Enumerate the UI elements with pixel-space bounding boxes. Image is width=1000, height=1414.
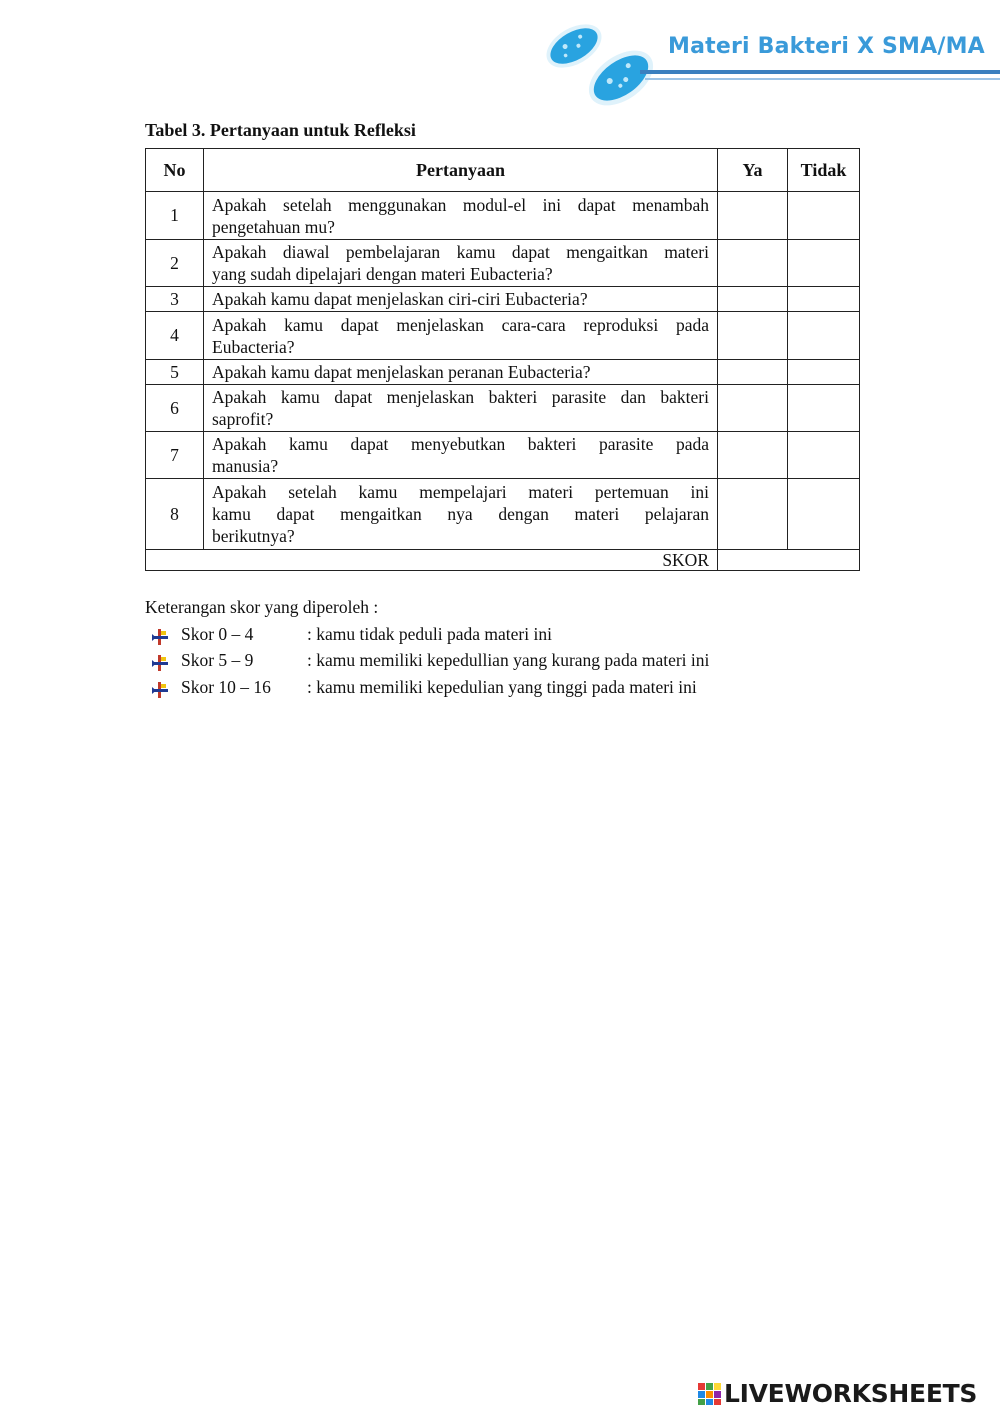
answer-no-cell[interactable] (788, 479, 860, 550)
table-row (146, 240, 860, 287)
legend-range: Skor 10 – 16 (181, 677, 271, 697)
answer-yes-cell[interactable] (718, 312, 788, 360)
table-row (146, 312, 860, 360)
header-divider-thin (645, 78, 1000, 80)
question-text-line: Apakah kamu dapat menjelaskan peranan Eubacteria? (212, 362, 591, 382)
answer-yes-cell[interactable] (718, 360, 788, 385)
row-number: 4 (146, 312, 204, 360)
column-header-yes: Ya (718, 149, 788, 192)
arrow-bullet-icon (152, 655, 168, 671)
row-number: 2 (146, 240, 204, 287)
row-number: 3 (146, 287, 204, 312)
row-number: 7 (146, 432, 204, 479)
question-text-line: Apakah kamu dapat menyebutkan bakteri parasite pada (212, 434, 709, 454)
answer-no-cell[interactable] (788, 432, 860, 479)
question-cell (204, 479, 718, 550)
question-text-line: kamu dapat mengaitkan nya dengan materi pelajaran (212, 504, 709, 524)
column-header-question: Pertanyaan (204, 149, 718, 192)
question-text-line: Apakah setelah menggunakan modul-el ini dapat menambah (212, 194, 709, 215)
answer-no-cell[interactable] (788, 287, 860, 312)
question-text-line: saprofit? (212, 409, 274, 429)
question-cell (204, 360, 718, 385)
row-number: 5 (146, 360, 204, 385)
reflection-table (145, 148, 860, 571)
question-text-line: Apakah kamu dapat menjelaskan ciri-ciri Eubacteria? (212, 289, 588, 309)
answer-no-cell[interactable] (788, 240, 860, 287)
column-header-no-answer: Tidak (788, 149, 860, 192)
header-title: Materi Bakteri X SMA/MA (668, 34, 985, 59)
question-text-line: Eubacteria? (212, 336, 295, 357)
answer-yes-cell[interactable] (718, 432, 788, 479)
question-text-line: pengetahuan mu? (212, 216, 335, 237)
liveworksheets-logo-text: LIVEWORKSHEETS (724, 1379, 978, 1408)
liveworksheets-logo-icon (698, 1383, 722, 1405)
question-text-line: yang sudah dipelajari dengan materi Eubacteria? (212, 264, 553, 284)
answer-no-cell[interactable] (788, 312, 860, 360)
legend-description: : kamu tidak peduli pada materi ini (307, 624, 552, 644)
legend-description: : kamu memiliki kepedulian yang tinggi pada materi ini (307, 677, 697, 697)
table-row (146, 287, 860, 312)
question-cell (204, 240, 718, 287)
question-cell (204, 385, 718, 432)
legend-title: Keterangan skor yang diperoleh : (145, 597, 379, 617)
answer-no-cell[interactable] (788, 385, 860, 432)
column-header-no: No (146, 149, 204, 192)
question-cell (204, 312, 718, 360)
answer-yes-cell[interactable] (718, 385, 788, 432)
question-text-line: Apakah diawal pembelajaran kamu dapat mengaitkan materi (212, 242, 709, 262)
arrow-bullet-icon (152, 629, 168, 645)
legend-range: Skor 0 – 4 (181, 624, 254, 644)
question-cell (204, 432, 718, 479)
question-text-line: manusia? (212, 456, 279, 476)
arrow-bullet-icon (152, 682, 168, 698)
table-row (146, 432, 860, 479)
header-divider (640, 70, 1000, 74)
score-input-cell[interactable] (718, 550, 860, 571)
row-number: 8 (146, 479, 204, 550)
row-number: 6 (146, 385, 204, 432)
answer-yes-cell[interactable] (718, 192, 788, 240)
legend-range: Skor 5 – 9 (181, 650, 254, 670)
table-row (146, 479, 860, 550)
question-text-line: Apakah kamu dapat menjelaskan bakteri parasite dan bakteri (212, 387, 709, 407)
question-text-line: Apakah kamu dapat menjelaskan cara-cara reproduksi pada (212, 314, 709, 335)
row-number: 1 (146, 192, 204, 240)
question-cell (204, 192, 718, 240)
question-cell (204, 287, 718, 312)
bacteria-illustration (536, 8, 666, 114)
table-caption: Tabel 3. Pertanyaan untuk Refleksi (145, 120, 416, 140)
legend-description: : kamu memiliki kepedullian yang kurang pada materi ini (307, 650, 710, 670)
table-row (146, 192, 860, 240)
question-text-line: berikutnya? (212, 526, 295, 546)
score-label: SKOR (146, 550, 718, 571)
table-row (146, 360, 860, 385)
score-row (146, 550, 860, 571)
answer-no-cell[interactable] (788, 192, 860, 240)
answer-yes-cell[interactable] (718, 240, 788, 287)
answer-yes-cell[interactable] (718, 479, 788, 550)
answer-no-cell[interactable] (788, 360, 860, 385)
table-row (146, 385, 860, 432)
answer-yes-cell[interactable] (718, 287, 788, 312)
question-text-line: Apakah setelah kamu mempelajari materi pertemuan ini (212, 482, 709, 502)
table-header-row (146, 149, 860, 192)
